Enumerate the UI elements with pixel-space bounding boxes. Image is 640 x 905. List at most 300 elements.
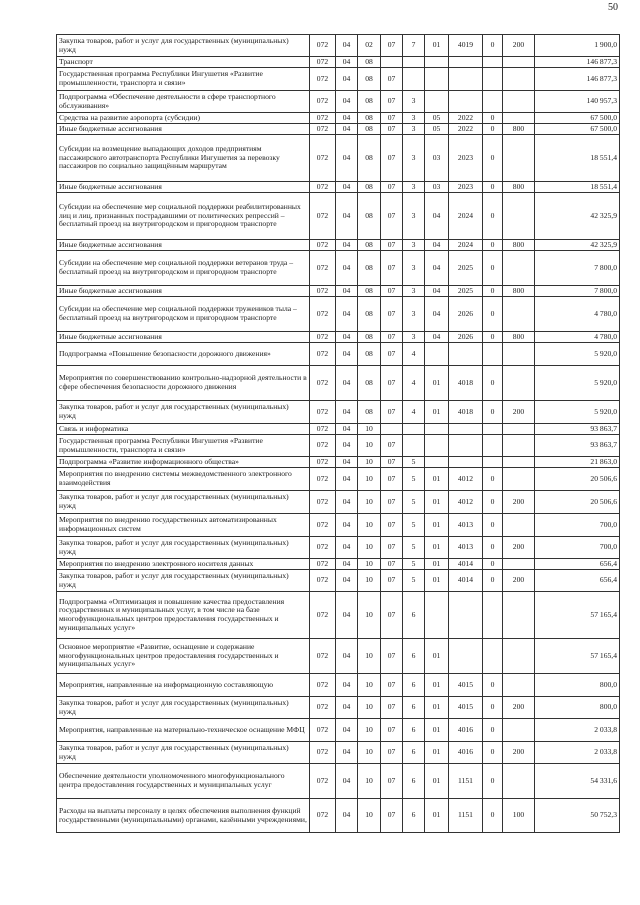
- expense-type-code: 800: [503, 182, 535, 193]
- row-amount: 18 551,4: [535, 182, 620, 193]
- ministry-code: 072: [310, 68, 336, 91]
- subprogram-code: 4: [403, 343, 425, 366]
- row-name: Мероприятия по внедрению системы межведомственного электронного взаимодействия: [57, 468, 310, 491]
- table-row: [57, 435, 620, 457]
- event-code: 01: [425, 35, 449, 57]
- row-amount: 93 863,7: [535, 435, 620, 457]
- extra-code: 0: [483, 297, 503, 332]
- program-code: 07: [381, 113, 403, 124]
- subprogram-code: 6: [403, 719, 425, 742]
- row-amount: 146 877,3: [535, 68, 620, 91]
- subsection-code: 08: [358, 91, 381, 113]
- section-code: 04: [336, 135, 358, 182]
- section-code: 04: [336, 35, 358, 57]
- extra-code: 0: [483, 251, 503, 286]
- extra-code: [483, 435, 503, 457]
- extra-code: [483, 343, 503, 366]
- subsection-code: 10: [358, 697, 381, 719]
- direction-code: 4015: [449, 674, 483, 697]
- ministry-code: 072: [310, 764, 336, 799]
- subsection-code: 08: [358, 193, 381, 240]
- subsection-code: 10: [358, 592, 381, 639]
- program-code: 07: [381, 570, 403, 592]
- event-code: 01: [425, 674, 449, 697]
- row-amount: 800,0: [535, 674, 620, 697]
- direction-code: 2025: [449, 286, 483, 297]
- ministry-code: 072: [310, 799, 336, 833]
- subprogram-code: 3: [403, 251, 425, 286]
- table-row: [57, 674, 620, 697]
- subsection-code: 08: [358, 297, 381, 332]
- program-code: 07: [381, 366, 403, 401]
- expense-type-code: [503, 674, 535, 697]
- table-row: [57, 135, 620, 182]
- expense-type-code: 200: [503, 401, 535, 424]
- subsection-code: 08: [358, 332, 381, 343]
- section-code: 04: [336, 401, 358, 424]
- table-row: [57, 764, 620, 799]
- extra-code: 0: [483, 742, 503, 764]
- row-amount: 21 863,0: [535, 457, 620, 468]
- page-number: 50: [608, 2, 618, 13]
- event-code: [425, 57, 449, 68]
- row-name: Закупка товаров, работ и услуг для государственных (муниципальных) нужд: [57, 537, 310, 559]
- ministry-code: 072: [310, 332, 336, 343]
- direction-code: 2023: [449, 182, 483, 193]
- row-name: Субсидии на обеспечение мер социальной поддержки тружеников тыла – бесплатный проезд на внутригородском и пригородном транспорте: [57, 297, 310, 332]
- direction-code: [449, 435, 483, 457]
- section-code: 04: [336, 286, 358, 297]
- subprogram-code: 5: [403, 468, 425, 491]
- expense-type-code: [503, 639, 535, 674]
- ministry-code: 072: [310, 514, 336, 537]
- row-name: Подпрограмма «Оптимизация и повышение качества предоставления государственных и муниципальных услуг, в том числе на базе многофункциональных центров предоставления государственных и муниципальных услуг»: [57, 592, 310, 639]
- extra-code: 0: [483, 124, 503, 135]
- direction-code: 2025: [449, 251, 483, 286]
- program-code: 07: [381, 537, 403, 559]
- direction-code: 4013: [449, 537, 483, 559]
- event-code: 04: [425, 286, 449, 297]
- program-code: [381, 57, 403, 68]
- row-name: Закупка товаров, работ и услуг для государственных (муниципальных) нужд: [57, 401, 310, 424]
- subsection-code: 08: [358, 135, 381, 182]
- section-code: 04: [336, 113, 358, 124]
- subprogram-code: 6: [403, 799, 425, 833]
- extra-code: 0: [483, 113, 503, 124]
- subsection-code: 08: [358, 343, 381, 366]
- section-code: 04: [336, 457, 358, 468]
- subprogram-code: 3: [403, 124, 425, 135]
- direction-code: 4016: [449, 719, 483, 742]
- expense-type-code: [503, 468, 535, 491]
- table-row: [57, 570, 620, 592]
- extra-code: [483, 68, 503, 91]
- event-code: [425, 435, 449, 457]
- event-code: [425, 68, 449, 91]
- expense-type-code: 200: [503, 697, 535, 719]
- ministry-code: 072: [310, 35, 336, 57]
- event-code: 01: [425, 468, 449, 491]
- row-amount: 5 920,0: [535, 366, 620, 401]
- expense-type-code: 200: [503, 491, 535, 514]
- table-row: [57, 240, 620, 251]
- subsection-code: 10: [358, 719, 381, 742]
- event-code: 01: [425, 799, 449, 833]
- expense-type-code: [503, 592, 535, 639]
- subprogram-code: 3: [403, 286, 425, 297]
- program-code: 07: [381, 674, 403, 697]
- row-amount: 20 506,6: [535, 491, 620, 514]
- program-code: 07: [381, 332, 403, 343]
- extra-code: 0: [483, 182, 503, 193]
- program-code: 07: [381, 639, 403, 674]
- direction-code: 2026: [449, 297, 483, 332]
- extra-code: 0: [483, 491, 503, 514]
- row-name: Государственная программа Республики Ингушетия «Развитие промышленности, транспорта и связи»: [57, 68, 310, 91]
- extra-code: 0: [483, 719, 503, 742]
- row-name: Субсидии на обеспечение мер социальной поддержки ветеранов труда – бесплатный проезд на внутригородском и пригородном транспорте: [57, 251, 310, 286]
- ministry-code: 072: [310, 435, 336, 457]
- expense-type-code: [503, 514, 535, 537]
- table-body: [57, 35, 620, 833]
- subsection-code: 08: [358, 113, 381, 124]
- row-amount: 50 752,3: [535, 799, 620, 833]
- row-name: Обеспечение деятельности уполномоченного многофункционального центра предоставления государственных и муниципальных услуг: [57, 764, 310, 799]
- row-name: Закупка товаров, работ и услуг для государственных (муниципальных) нужд: [57, 491, 310, 514]
- subprogram-code: [403, 57, 425, 68]
- event-code: [425, 592, 449, 639]
- table-row: [57, 251, 620, 286]
- row-name: Мероприятия, направленные на материально-техническое оснащение МФЦ: [57, 719, 310, 742]
- program-code: 07: [381, 697, 403, 719]
- event-code: 01: [425, 559, 449, 570]
- program-code: 07: [381, 764, 403, 799]
- direction-code: [449, 91, 483, 113]
- subsection-code: 10: [358, 639, 381, 674]
- direction-code: [449, 68, 483, 91]
- extra-code: 0: [483, 697, 503, 719]
- extra-code: 0: [483, 570, 503, 592]
- direction-code: 4012: [449, 491, 483, 514]
- subsection-code: 08: [358, 286, 381, 297]
- direction-code: 4013: [449, 514, 483, 537]
- direction-code: 4018: [449, 401, 483, 424]
- program-code: 07: [381, 182, 403, 193]
- table-row: [57, 401, 620, 424]
- program-code: 07: [381, 401, 403, 424]
- expense-type-code: 200: [503, 537, 535, 559]
- subsection-code: 10: [358, 435, 381, 457]
- subprogram-code: 3: [403, 297, 425, 332]
- subprogram-code: 3: [403, 182, 425, 193]
- subsection-code: 08: [358, 401, 381, 424]
- event-code: 01: [425, 719, 449, 742]
- program-code: 07: [381, 435, 403, 457]
- direction-code: 2022: [449, 113, 483, 124]
- subsection-code: 10: [358, 674, 381, 697]
- table-row: [57, 35, 620, 57]
- extra-code: 0: [483, 240, 503, 251]
- extra-code: 0: [483, 468, 503, 491]
- direction-code: 2022: [449, 124, 483, 135]
- extra-code: 0: [483, 366, 503, 401]
- event-code: [425, 457, 449, 468]
- table-row: [57, 719, 620, 742]
- row-name: Закупка товаров, работ и услуг для государственных (муниципальных) нужд: [57, 697, 310, 719]
- expense-type-code: 100: [503, 799, 535, 833]
- program-code: 07: [381, 91, 403, 113]
- expense-type-code: [503, 719, 535, 742]
- ministry-code: 072: [310, 91, 336, 113]
- ministry-code: 072: [310, 297, 336, 332]
- row-amount: 5 920,0: [535, 343, 620, 366]
- subprogram-code: 6: [403, 592, 425, 639]
- direction-code: 4014: [449, 559, 483, 570]
- section-code: 04: [336, 514, 358, 537]
- table-row: [57, 592, 620, 639]
- section-code: 04: [336, 193, 358, 240]
- expense-type-code: 800: [503, 332, 535, 343]
- program-code: 07: [381, 124, 403, 135]
- row-name: Иные бюджетные ассигнования: [57, 240, 310, 251]
- table-row: [57, 537, 620, 559]
- table-row: [57, 424, 620, 435]
- subprogram-code: 6: [403, 742, 425, 764]
- row-amount: 2 033,8: [535, 742, 620, 764]
- table-row: [57, 559, 620, 570]
- section-code: 04: [336, 570, 358, 592]
- subsection-code: 08: [358, 57, 381, 68]
- subsection-code: 10: [358, 742, 381, 764]
- subprogram-code: 5: [403, 570, 425, 592]
- row-amount: 54 331,6: [535, 764, 620, 799]
- direction-code: 1151: [449, 799, 483, 833]
- section-code: 04: [336, 343, 358, 366]
- expense-type-code: [503, 193, 535, 240]
- subsection-code: 10: [358, 570, 381, 592]
- row-amount: 656,4: [535, 570, 620, 592]
- event-code: 01: [425, 697, 449, 719]
- subsection-code: 10: [358, 514, 381, 537]
- expense-type-code: [503, 297, 535, 332]
- row-amount: 20 506,6: [535, 468, 620, 491]
- event-code: 05: [425, 124, 449, 135]
- ministry-code: 072: [310, 343, 336, 366]
- row-name: Закупка товаров, работ и услуг для государственных (муниципальных) нужд: [57, 742, 310, 764]
- table-row: [57, 182, 620, 193]
- section-code: 04: [336, 639, 358, 674]
- section-code: 04: [336, 697, 358, 719]
- row-amount: 67 500,0: [535, 124, 620, 135]
- ministry-code: 072: [310, 193, 336, 240]
- section-code: 04: [336, 719, 358, 742]
- row-name: Подпрограмма «Обеспечение деятельности в сфере транспортного обслуживания»: [57, 91, 310, 113]
- row-name: Мероприятия, направленные на информационную составляющую: [57, 674, 310, 697]
- section-code: 04: [336, 799, 358, 833]
- event-code: 01: [425, 514, 449, 537]
- program-code: 07: [381, 491, 403, 514]
- direction-code: 2024: [449, 240, 483, 251]
- extra-code: 0: [483, 401, 503, 424]
- extra-code: 0: [483, 135, 503, 182]
- subprogram-code: 3: [403, 240, 425, 251]
- section-code: 04: [336, 424, 358, 435]
- direction-code: [449, 457, 483, 468]
- event-code: 01: [425, 491, 449, 514]
- event-code: [425, 424, 449, 435]
- subprogram-code: 3: [403, 91, 425, 113]
- subsection-code: 10: [358, 799, 381, 833]
- ministry-code: 072: [310, 570, 336, 592]
- extra-code: 0: [483, 286, 503, 297]
- event-code: 01: [425, 570, 449, 592]
- table-row: [57, 639, 620, 674]
- direction-code: [449, 592, 483, 639]
- ministry-code: 072: [310, 57, 336, 68]
- event-code: 01: [425, 366, 449, 401]
- subsection-code: 08: [358, 182, 381, 193]
- section-code: 04: [336, 764, 358, 799]
- direction-code: 4016: [449, 742, 483, 764]
- direction-code: 2026: [449, 332, 483, 343]
- ministry-code: 072: [310, 424, 336, 435]
- program-code: 07: [381, 514, 403, 537]
- program-code: 07: [381, 592, 403, 639]
- direction-code: 4014: [449, 570, 483, 592]
- row-name: Государственная программа Республики Ингушетия «Развитие промышленности, транспорта и связи»: [57, 435, 310, 457]
- ministry-code: 072: [310, 240, 336, 251]
- row-amount: 5 920,0: [535, 401, 620, 424]
- expense-type-code: 200: [503, 35, 535, 57]
- table-row: [57, 468, 620, 491]
- table-row: [57, 332, 620, 343]
- subsection-code: 10: [358, 468, 381, 491]
- direction-code: 4015: [449, 697, 483, 719]
- ministry-code: 072: [310, 401, 336, 424]
- extra-code: 0: [483, 193, 503, 240]
- section-code: 04: [336, 537, 358, 559]
- extra-code: 0: [483, 764, 503, 799]
- extra-code: 0: [483, 514, 503, 537]
- row-name: Субсидии на возмещение выпадающих доходов предприятиям пассажирского автотранспорта Республики Ингушетия за перевозку пассажиров по социально защищённым маршрутам: [57, 135, 310, 182]
- ministry-code: 072: [310, 674, 336, 697]
- subprogram-code: 7: [403, 35, 425, 57]
- row-amount: 57 165,4: [535, 639, 620, 674]
- expense-type-code: [503, 424, 535, 435]
- extra-code: [483, 91, 503, 113]
- row-name: Иные бюджетные ассигнования: [57, 332, 310, 343]
- subprogram-code: 5: [403, 514, 425, 537]
- ministry-code: 072: [310, 251, 336, 286]
- subprogram-code: 4: [403, 401, 425, 424]
- program-code: 07: [381, 799, 403, 833]
- subprogram-code: 3: [403, 332, 425, 343]
- expense-type-code: 200: [503, 742, 535, 764]
- section-code: 04: [336, 592, 358, 639]
- section-code: 04: [336, 674, 358, 697]
- row-amount: 7 800,0: [535, 286, 620, 297]
- row-amount: 146 877,3: [535, 57, 620, 68]
- extra-code: 0: [483, 799, 503, 833]
- row-name: Мероприятия по внедрению государственных автоматизированных информационных систем: [57, 514, 310, 537]
- subprogram-code: 6: [403, 697, 425, 719]
- row-name: Расходы на выплаты персоналу в целях обеспечения выполнения функций государственными (муниципальными) органами, казёнными учреждениями,: [57, 799, 310, 833]
- row-amount: 57 165,4: [535, 592, 620, 639]
- extra-code: 0: [483, 537, 503, 559]
- table-row: [57, 742, 620, 764]
- subprogram-code: 6: [403, 764, 425, 799]
- subsection-code: 10: [358, 537, 381, 559]
- event-code: 03: [425, 182, 449, 193]
- program-code: 07: [381, 468, 403, 491]
- section-code: 04: [336, 124, 358, 135]
- expense-type-code: 800: [503, 240, 535, 251]
- table-row: [57, 491, 620, 514]
- row-name: Иные бюджетные ассигнования: [57, 124, 310, 135]
- table-row: [57, 68, 620, 91]
- table-row: [57, 286, 620, 297]
- table-row: [57, 457, 620, 468]
- subsection-code: 10: [358, 424, 381, 435]
- direction-code: 4018: [449, 366, 483, 401]
- event-code: 04: [425, 240, 449, 251]
- ministry-code: 072: [310, 124, 336, 135]
- table-row: [57, 57, 620, 68]
- section-code: 04: [336, 297, 358, 332]
- subprogram-code: 3: [403, 193, 425, 240]
- ministry-code: 072: [310, 135, 336, 182]
- section-code: 04: [336, 332, 358, 343]
- program-code: 07: [381, 297, 403, 332]
- ministry-code: 072: [310, 742, 336, 764]
- event-code: 01: [425, 639, 449, 674]
- ministry-code: 072: [310, 113, 336, 124]
- table-row: [57, 799, 620, 833]
- subprogram-code: 5: [403, 537, 425, 559]
- expense-type-code: [503, 57, 535, 68]
- section-code: 04: [336, 435, 358, 457]
- event-code: 04: [425, 332, 449, 343]
- section-code: 04: [336, 468, 358, 491]
- expense-type-code: [503, 764, 535, 799]
- expense-type-code: [503, 559, 535, 570]
- section-code: 04: [336, 559, 358, 570]
- direction-code: [449, 343, 483, 366]
- row-name: Мероприятия по совершенствованию контрольно-надзорной деятельности в сфере обеспечения безопасности дорожного движения: [57, 366, 310, 401]
- subsection-code: 08: [358, 240, 381, 251]
- extra-code: 0: [483, 35, 503, 57]
- extra-code: [483, 424, 503, 435]
- row-name: Транспорт: [57, 57, 310, 68]
- subprogram-code: 3: [403, 113, 425, 124]
- program-code: 07: [381, 343, 403, 366]
- program-code: 07: [381, 251, 403, 286]
- table-row: [57, 514, 620, 537]
- row-amount: 42 325,9: [535, 240, 620, 251]
- subprogram-code: 3: [403, 135, 425, 182]
- budget-table: [56, 34, 620, 833]
- section-code: 04: [336, 491, 358, 514]
- row-name: Закупка товаров, работ и услуг для государственных (муниципальных) нужд: [57, 35, 310, 57]
- extra-code: [483, 457, 503, 468]
- ministry-code: 072: [310, 639, 336, 674]
- row-amount: 656,4: [535, 559, 620, 570]
- table-row: [57, 193, 620, 240]
- table-row: [57, 343, 620, 366]
- expense-type-code: 800: [503, 124, 535, 135]
- section-code: 04: [336, 240, 358, 251]
- row-name: Иные бюджетные ассигнования: [57, 286, 310, 297]
